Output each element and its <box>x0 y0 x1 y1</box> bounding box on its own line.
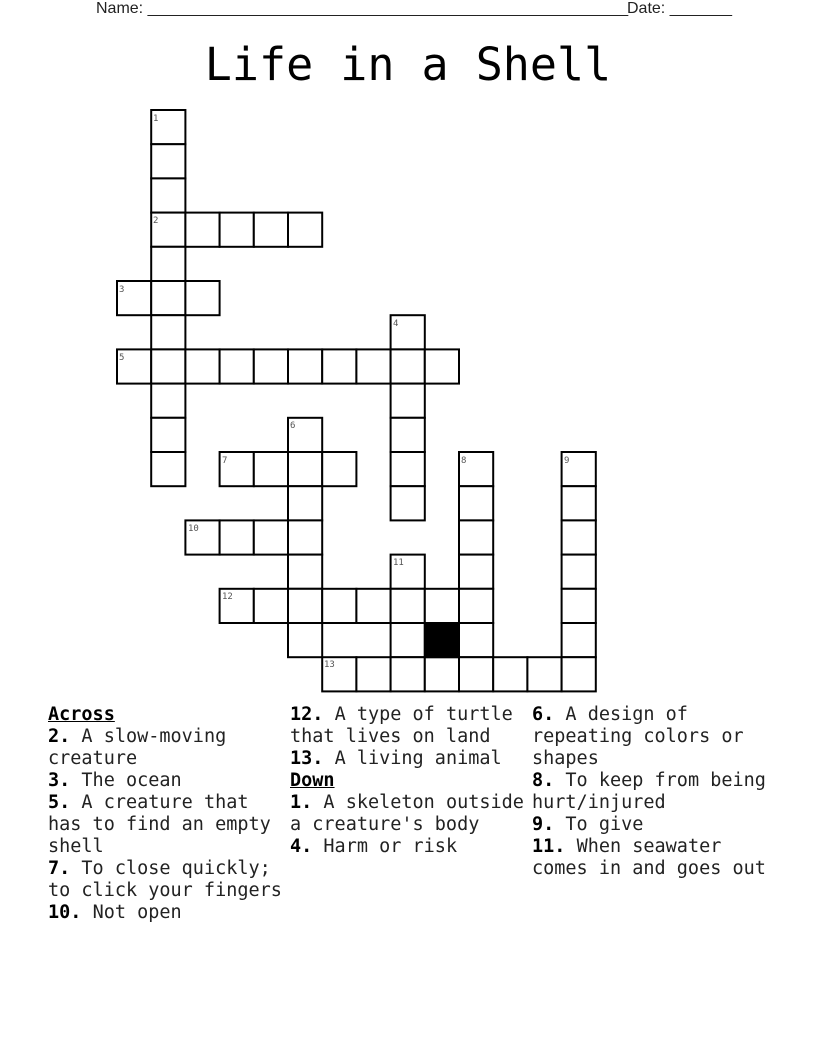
grid-cell[interactable] <box>151 418 185 452</box>
clue-text: A creature that has to find an empty shell <box>48 792 271 857</box>
grid-cell[interactable] <box>151 384 185 418</box>
clue-number: 6. <box>532 704 555 725</box>
grid-cell[interactable] <box>151 315 185 349</box>
grid-cell[interactable] <box>288 486 322 520</box>
clue-text: A type of turtle that lives on land <box>290 704 513 747</box>
grid-number-13: 13 <box>324 660 335 670</box>
name-field[interactable]: Name: ______________________________________________________ <box>96 0 629 17</box>
grid-cell[interactable] <box>322 452 356 486</box>
grid-cell[interactable] <box>151 178 185 212</box>
clue-down-8 <box>532 770 772 814</box>
clue-number: 13. <box>290 748 324 769</box>
clue-across-5 <box>48 792 288 858</box>
grid-cell[interactable] <box>356 349 390 383</box>
clue-across-12 <box>290 704 530 748</box>
clue-text: The ocean <box>81 770 182 791</box>
grid-cell[interactable] <box>288 555 322 589</box>
clue-text: To keep from being hurt/injured <box>532 770 766 813</box>
grid-number-1: 1 <box>153 114 159 124</box>
grid-cell[interactable] <box>356 657 390 691</box>
clue-number: 11. <box>532 836 566 857</box>
clue-text: Harm or risk <box>323 836 458 857</box>
grid-cell[interactable] <box>356 589 390 623</box>
clue-down-6 <box>532 704 772 770</box>
date-field[interactable]: Date: _______ <box>627 0 732 17</box>
clue-down-11 <box>532 836 772 880</box>
clue-down-9 <box>532 814 772 836</box>
grid-number-11: 11 <box>393 558 404 568</box>
grid-cell[interactable] <box>493 657 527 691</box>
grid-number-5: 5 <box>119 353 125 363</box>
grid-cell[interactable] <box>391 452 425 486</box>
grid-number-2: 2 <box>153 216 159 226</box>
grid-cell[interactable] <box>254 520 288 554</box>
grid-cell[interactable] <box>527 657 561 691</box>
clue-number: 5. <box>48 792 71 813</box>
grid-cell[interactable] <box>391 657 425 691</box>
grid-cell[interactable] <box>254 452 288 486</box>
grid-number-4: 4 <box>393 319 399 329</box>
grid-cell[interactable] <box>459 589 493 623</box>
grid-cell[interactable] <box>391 349 425 383</box>
grid-number-7: 7 <box>222 456 228 466</box>
grid-cell[interactable] <box>220 213 254 247</box>
clue-down-1 <box>290 792 530 836</box>
grid-cell[interactable] <box>562 520 596 554</box>
clue-across-10 <box>48 902 288 924</box>
clue-text: To give <box>565 814 644 835</box>
grid-number-9: 9 <box>564 456 570 466</box>
across-heading: Across <box>48 704 115 725</box>
clue-number: 8. <box>532 770 555 791</box>
clue-text: To close quickly; to click your fingers <box>48 858 282 901</box>
grid-cell[interactable] <box>220 520 254 554</box>
grid-cell[interactable] <box>425 657 459 691</box>
grid-cell[interactable] <box>254 213 288 247</box>
grid-numbers <box>119 114 569 670</box>
clue-across-7 <box>48 858 288 902</box>
grid-cell[interactable] <box>288 623 322 657</box>
clue-number: 7. <box>48 858 71 879</box>
grid-cell[interactable] <box>459 555 493 589</box>
grid-cell[interactable] <box>220 349 254 383</box>
grid-cell[interactable] <box>425 589 459 623</box>
grid-cell[interactable] <box>254 349 288 383</box>
clue-text: A skeleton outside a creature's body <box>290 792 524 835</box>
grid-cell[interactable] <box>562 555 596 589</box>
grid-cell[interactable] <box>288 520 322 554</box>
grid-cell[interactable] <box>562 486 596 520</box>
grid-cell[interactable] <box>288 213 322 247</box>
clue-number: 4. <box>290 836 313 857</box>
clue-text: A design of repeating colors or shapes <box>532 704 744 769</box>
grid-number-3: 3 <box>119 285 125 295</box>
grid-number-12: 12 <box>222 592 233 602</box>
grid-cell[interactable] <box>391 589 425 623</box>
clues-column-3 <box>532 704 772 880</box>
grid-cell[interactable] <box>288 349 322 383</box>
grid-cell[interactable] <box>562 589 596 623</box>
clue-number: 9. <box>532 814 555 835</box>
grid-cell[interactable] <box>322 589 356 623</box>
grid-cell[interactable] <box>391 384 425 418</box>
grid-cell[interactable] <box>391 418 425 452</box>
grid-number-10: 10 <box>188 524 199 534</box>
puzzle-title: Life in a Shell <box>204 38 612 91</box>
grid-number-6: 6 <box>290 421 296 431</box>
clues-column-2 <box>290 704 530 858</box>
grid-cell[interactable] <box>151 281 185 315</box>
clue-text: A living animal <box>334 748 502 769</box>
grid-cell[interactable] <box>322 349 356 383</box>
grid-cell[interactable] <box>459 657 493 691</box>
grid-cells <box>117 110 596 691</box>
clue-number: 1. <box>290 792 313 813</box>
clue-across-3 <box>48 770 288 792</box>
grid-cell[interactable] <box>151 144 185 178</box>
clue-across-2 <box>48 726 288 770</box>
grid-cell[interactable] <box>562 657 596 691</box>
grid-cell[interactable] <box>562 623 596 657</box>
clue-across-13 <box>290 748 530 770</box>
clues-column-1 <box>48 704 288 924</box>
down-heading: Down <box>290 770 335 791</box>
grid-cell[interactable] <box>459 520 493 554</box>
grid-cell[interactable] <box>459 623 493 657</box>
grid-cell[interactable] <box>151 452 185 486</box>
grid-cell[interactable] <box>151 349 185 383</box>
clue-text: Not open <box>92 902 182 923</box>
grid-cell[interactable] <box>185 281 219 315</box>
grid-cell[interactable] <box>425 349 459 383</box>
clue-number: 3. <box>48 770 71 791</box>
grid-cell[interactable] <box>185 349 219 383</box>
clue-number: 2. <box>48 726 71 747</box>
clue-down-4 <box>290 836 530 858</box>
grid-cell[interactable] <box>288 452 322 486</box>
grid-cell[interactable] <box>254 589 288 623</box>
clue-text: A slow-moving creature <box>48 726 227 769</box>
grid-number-8: 8 <box>461 456 467 466</box>
clue-number: 12. <box>290 704 324 725</box>
grid-cell[interactable] <box>288 589 322 623</box>
grid-cell-blocked <box>425 623 459 657</box>
grid-cell[interactable] <box>151 247 185 281</box>
grid-cell[interactable] <box>185 213 219 247</box>
grid-cell[interactable] <box>391 623 425 657</box>
grid-cell[interactable] <box>459 486 493 520</box>
grid-cell[interactable] <box>391 486 425 520</box>
clue-number: 10. <box>48 902 82 923</box>
clue-text: When seawater comes in and goes out <box>532 836 766 879</box>
